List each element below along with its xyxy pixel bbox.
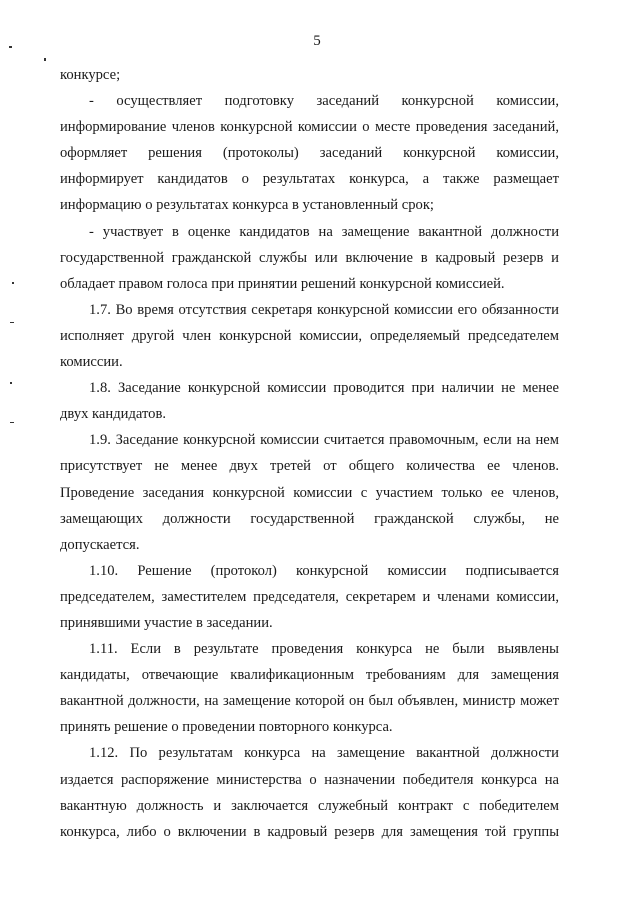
text-line: замещающих должности государственной гражданской службы, не — [60, 510, 559, 527]
text-line: - осуществляет подготовку заседаний конкурсной комиссии, — [89, 93, 559, 110]
text-line: государственной гражданской службы или включение в кадровый резерв и — [60, 249, 559, 266]
text-line: вакантную должность и заключается служебный контракт с победителем — [60, 797, 559, 814]
text-line: конкурса, либо о включении в кадровый резерв для замещения той группы — [60, 823, 559, 840]
text-line: 1.11. Если в результате проведения конкурса не были выявлены — [89, 641, 559, 658]
text-line: принявшими участие в заседании. — [60, 614, 273, 631]
text-line: 1.7. Во время отсутствия секретаря конкурсной комиссии его обязанности — [89, 301, 559, 318]
scan-speck — [9, 46, 12, 48]
text-line: принять решение о проведении повторного конкурса. — [60, 719, 393, 736]
text-line: вакантной должности, на замещение которой он был объявлен, министр может — [60, 693, 559, 710]
text-line: информирование членов конкурсной комиссии о месте проведения заседаний, — [60, 119, 559, 136]
text-line: двух кандидатов. — [60, 406, 166, 423]
text-line: информирует кандидатов о результатах конкурса, а также размещает — [60, 171, 559, 188]
text-line: председателем, заместителем председателя, секретарем и членами комиссии, — [60, 588, 559, 605]
text-line: исполняет другой член конкурсной комиссии, определяемый председателем — [60, 327, 559, 344]
scan-speck — [10, 322, 14, 323]
scan-speck — [10, 382, 12, 384]
text-line: допускается. — [60, 536, 140, 553]
scan-speck — [44, 58, 46, 61]
text-line: оформляет решения (протоколы) заседаний конкурсной комиссии, — [60, 145, 559, 162]
document-body — [60, 62, 559, 845]
text-line: 1.9. Заседание конкурсной комиссии считается правомочным, если на нем — [89, 432, 559, 449]
page-number: 5 — [313, 33, 321, 49]
text-line: 1.10. Решение (протокол) конкурсной комиссии подписывается — [89, 562, 559, 579]
text-line: 1.8. Заседание конкурсной комиссии проводится при наличии не менее — [89, 380, 559, 397]
text-line: 1.12. По результатам конкурса на замещение вакантной должности — [89, 745, 559, 762]
text-line: конкурсе; — [60, 67, 121, 83]
scan-speck — [10, 422, 14, 423]
text-line: комиссии. — [60, 354, 123, 371]
text-line: присутствует не менее двух третей от общего количества ее членов. — [60, 458, 559, 475]
text-line: обладает правом голоса при принятии решений конкурсной комиссией. — [60, 275, 505, 292]
scan-speck — [12, 282, 14, 284]
text-line: информацию о результатах конкурса в установленный срок; — [60, 197, 434, 214]
text-line: - участвует в оценке кандидатов на замещение вакантной должности — [89, 223, 559, 240]
text-line: издается распоряжение министерства о назначении победителя конкурса на — [60, 771, 559, 788]
text-line: кандидаты, отвечающие квалификационным требованиям для замещения — [60, 667, 559, 684]
text-line: Проведение заседания конкурсной комиссии с участием только ее членов, — [60, 484, 559, 501]
